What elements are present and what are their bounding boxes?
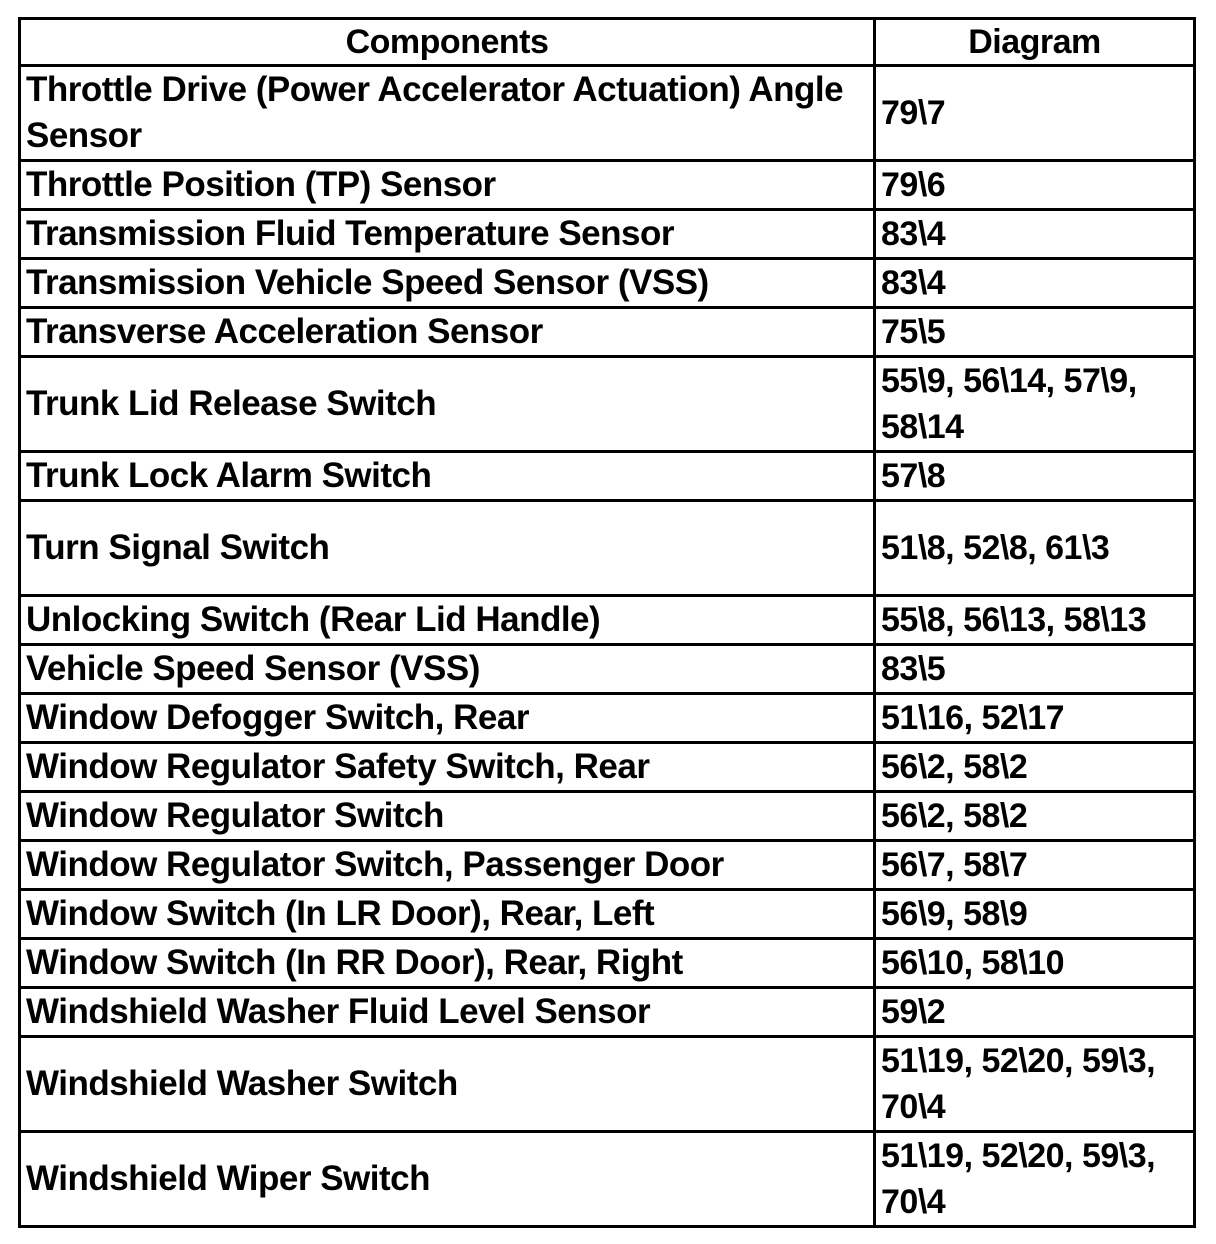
table-row [20, 939, 1195, 988]
component-cell: Throttle Position (TP) Sensor [20, 161, 875, 210]
component-cell: Windshield Wiper Switch [20, 1132, 875, 1227]
components-column-header: Components [20, 19, 875, 66]
table-row [20, 1037, 1195, 1132]
component-cell: Transmission Fluid Temperature Sensor [20, 210, 875, 259]
table-row [20, 841, 1195, 890]
diagram-cell: 79\7 [875, 66, 1195, 161]
table-row [20, 694, 1195, 743]
table-row [20, 596, 1195, 645]
diagram-column-header: Diagram [875, 19, 1195, 66]
component-cell: Trunk Lid Release Switch [20, 357, 875, 452]
diagram-cell: 56\7, 58\7 [875, 841, 1195, 890]
component-cell: Trunk Lock Alarm Switch [20, 452, 875, 501]
component-cell: Windshield Washer Fluid Level Sensor [20, 988, 875, 1037]
table-row [20, 792, 1195, 841]
diagram-cell: 75\5 [875, 308, 1195, 357]
diagram-cell: 51\19, 52\20, 59\3, 70\4 [875, 1132, 1195, 1227]
table-row [20, 259, 1195, 308]
component-cell: Window Regulator Switch, Passenger Door [20, 841, 875, 890]
components-diagram-table [18, 17, 1196, 1228]
component-cell: Vehicle Speed Sensor (VSS) [20, 645, 875, 694]
components-table-container [18, 17, 1193, 1228]
table-row [20, 452, 1195, 501]
diagram-cell: 83\4 [875, 210, 1195, 259]
component-cell: Unlocking Switch (Rear Lid Handle) [20, 596, 875, 645]
diagram-cell: 57\8 [875, 452, 1195, 501]
diagram-cell: 83\4 [875, 259, 1195, 308]
diagram-cell: 51\16, 52\17 [875, 694, 1195, 743]
diagram-cell: 56\2, 58\2 [875, 792, 1195, 841]
component-cell: Transmission Vehicle Speed Sensor (VSS) [20, 259, 875, 308]
component-cell: Window Switch (In LR Door), Rear, Left [20, 890, 875, 939]
component-cell: Transverse Acceleration Sensor [20, 308, 875, 357]
diagram-cell: 83\5 [875, 645, 1195, 694]
table-row [20, 357, 1195, 452]
diagram-cell: 56\9, 58\9 [875, 890, 1195, 939]
component-cell: Window Defogger Switch, Rear [20, 694, 875, 743]
table-row [20, 501, 1195, 596]
diagram-cell: 59\2 [875, 988, 1195, 1037]
component-cell: Window Switch (In RR Door), Rear, Right [20, 939, 875, 988]
diagram-cell: 51\8, 52\8, 61\3 [875, 501, 1195, 596]
component-cell: Windshield Washer Switch [20, 1037, 875, 1132]
component-cell: Window Regulator Switch [20, 792, 875, 841]
diagram-cell: 51\19, 52\20, 59\3, 70\4 [875, 1037, 1195, 1132]
diagram-cell: 56\10, 58\10 [875, 939, 1195, 988]
table-row [20, 308, 1195, 357]
diagram-cell: 55\8, 56\13, 58\13 [875, 596, 1195, 645]
table-row [20, 890, 1195, 939]
table-row [20, 66, 1195, 161]
table-row [20, 210, 1195, 259]
table-header-row [20, 19, 1195, 66]
table-row [20, 161, 1195, 210]
diagram-cell: 79\6 [875, 161, 1195, 210]
component-cell: Window Regulator Safety Switch, Rear [20, 743, 875, 792]
diagram-cell: 56\2, 58\2 [875, 743, 1195, 792]
diagram-cell: 55\9, 56\14, 57\9, 58\14 [875, 357, 1195, 452]
table-row [20, 645, 1195, 694]
table-row [20, 988, 1195, 1037]
component-cell: Throttle Drive (Power Accelerator Actuation) Angle Sensor [20, 66, 875, 161]
table-row [20, 743, 1195, 792]
component-cell: Turn Signal Switch [20, 501, 875, 596]
table-row [20, 1132, 1195, 1227]
